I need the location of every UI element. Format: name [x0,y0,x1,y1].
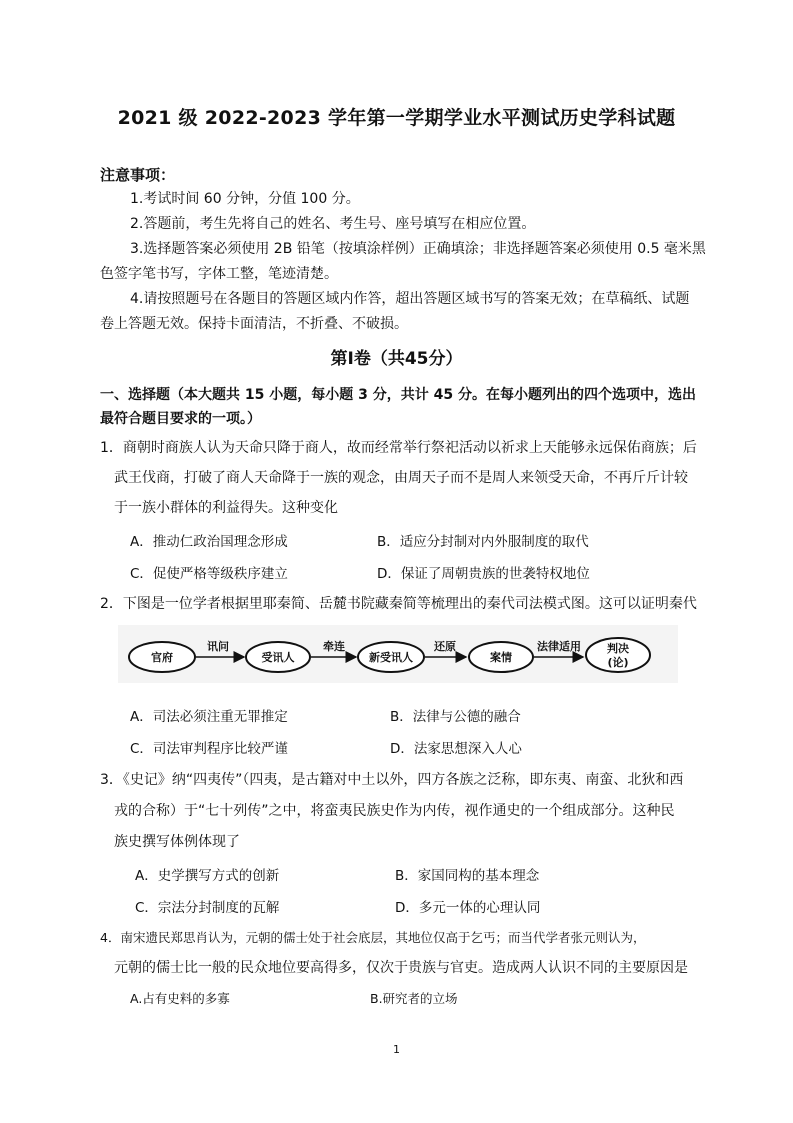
question-3-option-d[interactable]: D．多元一体的心理认同 [395,900,541,916]
question-2-text: 2．下图是一位学者根据里耶秦简、岳麓书院藏秦简等梳理出的秦代司法模式图。这可以证明秦代 [100,596,697,612]
question-1-text: 于一族小群体的利益得失。这种变化 [114,500,338,516]
question-1-text: 武王伐商，打破了商人天命降于一族的观念，由周天子而不是周人来领受天命，不再斤斤计较 [114,470,688,486]
notice-item: 色签字笔书写，字体工整，笔迹清楚。 [100,266,338,282]
question-3-text: 3．《史记》纳“四夷传”（四夷，是古籍对中土以外，四方各族之泛称，即东夷、南蛮、北狄和西 [100,772,684,788]
node-judgment-sublabel: (论) [607,656,629,669]
question-3-option-a[interactable]: A．史学撰写方式的创新 [135,868,280,884]
node-case-label: 案情 [490,651,512,664]
edge-label: 还原 [434,640,456,653]
question-3-text: 族史撰写体例体现了 [114,834,240,850]
question-2-option-c[interactable]: C．司法审判程序比较严谨 [130,741,288,757]
node-judgment-label: 判决 [607,642,629,655]
notice-item: 2.答题前，考生先将自己的姓名、考生号、座号填写在相应位置。 [130,216,536,232]
edge-label: 牵连 [323,640,345,653]
question-3-option-c[interactable]: C．宗法分封制度的瓦解 [135,900,280,916]
judicial-process-diagram [118,625,678,683]
question-4-option-b[interactable]: B.研究者的立场 [370,991,458,1006]
notice-heading: 注意事项： [100,166,176,184]
question-1-text: 1．商朝时商族人认为天命只降于商人，故而经常举行祭祀活动以祈求上天能够永远保佑商族；后 [100,440,697,456]
question-1-option-a[interactable]: A．推动仁政治国理念形成 [130,534,288,550]
notice-item: 卷上答题无效。保持卡面清洁，不折叠、不破损。 [100,316,408,332]
question-2-option-d[interactable]: D．法家思想深入人心 [390,741,522,757]
notice-item: 4.请按照题号在各题目的答题区域内作答，超出答题区域书写的答案无效；在草稿纸、试题 [130,291,690,307]
question-1-option-b[interactable]: B．适应分封制对内外服制度的取代 [377,534,589,550]
node-official-label: 官府 [151,651,173,664]
notice-item: 1.考试时间 60 分钟，分值 100 分。 [130,191,360,207]
exam-title: 2021 级 2022-2023 学年第一学期学业水平测试历史学科试题 [117,107,676,129]
page-number: 1 [393,1043,400,1056]
question-2-option-a[interactable]: A．司法必须注重无罪推定 [130,709,288,725]
part-heading: 一、选择题（本大题共 15 小题，每小题 3 分，共计 45 分。在每小题列出的四个选项中，选出 [100,387,696,403]
section-title: 第Ⅰ卷（共45分） [330,349,463,369]
notice-item: 3.选择题答案必须使用 2B 铅笔（按填涂样例）正确填涂；非选择题答案必须使用 0.5 毫米黑 [130,241,706,257]
node-new-interrogated-label: 新受讯人 [369,651,413,664]
question-3-option-b[interactable]: B．家国同构的基本理念 [395,868,540,884]
question-4-option-a[interactable]: A.占有史料的多寡 [130,991,230,1006]
edge-label: 讯问 [207,640,229,653]
question-4-text: 元朝的儒士比一般的民众地位要高得多，仅次于贵族与官吏。造成两人认识不同的主要原因是 [114,960,688,976]
question-3-text: 戎的合称）于“七十列传”之中，将蛮夷民族史作为内传，视作通史的一个组成部分。这种民 [114,803,675,819]
node-interrogated-label: 受讯人 [261,651,295,664]
question-1-option-d[interactable]: D．保证了周朝贵族的世袭特权地位 [377,566,590,582]
edge-label: 法律适用 [537,640,581,653]
question-4-text: 4．南宋遗民郑思肖认为，元朝的儒士处于社会底层，其地位仅高于乞丐；而当代学者张元则认为， [100,930,646,945]
question-1-option-c[interactable]: C．促使严格等级秩序建立 [130,566,288,582]
question-2-option-b[interactable]: B．法律与公德的融合 [390,709,521,725]
part-heading: 最符合题目要求的一项。） [100,411,261,427]
